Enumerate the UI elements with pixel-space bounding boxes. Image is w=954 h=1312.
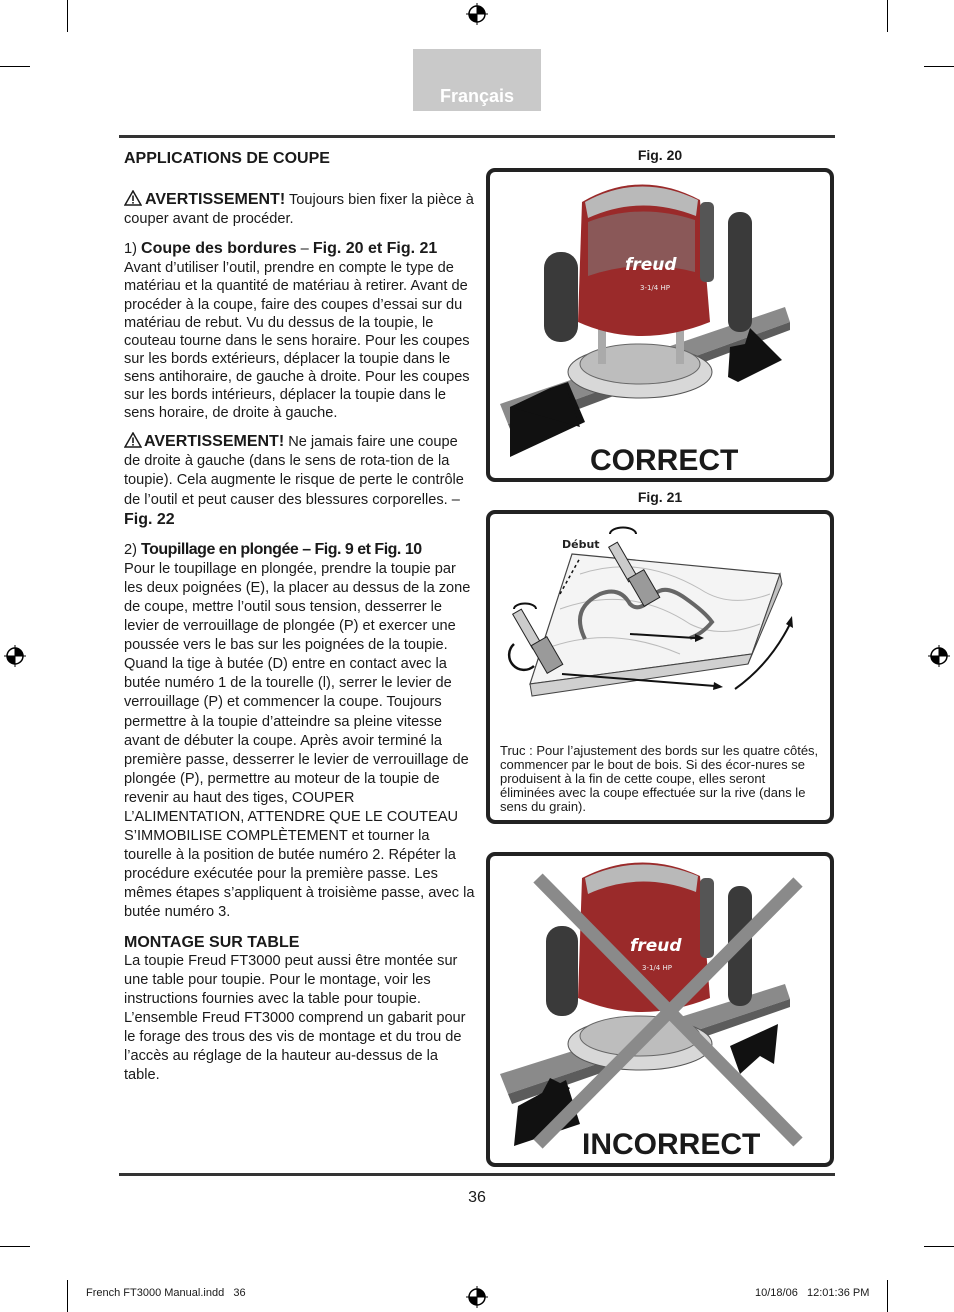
warning-text: Toujours bien fixer la pièce à couper avant de procéder. <box>124 192 474 228</box>
language-tab <box>413 49 541 111</box>
correct-banner: CORRECT <box>590 444 739 477</box>
power-plate: 3-1/4 HP <box>642 964 672 972</box>
crop-mark <box>924 1246 954 1247</box>
crop-mark <box>0 1246 30 1247</box>
figure-21-board <box>486 510 834 824</box>
warning-text: Ne jamais faire une coupe de droite à gauche (dans le sens de rota-tion de la toupie). Cela augmente le risque de perte le contrôle de l’outil et peut causer des blessures corporelles. – <box>124 434 464 508</box>
crop-mark <box>67 0 68 32</box>
figure-label-20: Fig. 20 <box>637 147 683 163</box>
text-column <box>124 149 476 1085</box>
item-dash: – <box>296 241 313 258</box>
item-number: 1) <box>124 241 142 258</box>
warning-figure-ref: Fig. 22 <box>124 510 175 528</box>
registration-mark-icon <box>4 645 26 667</box>
figure-20-correct <box>486 168 834 482</box>
item-heading-plunge <box>124 540 476 560</box>
crop-mark <box>67 1280 68 1312</box>
router-illustration <box>490 172 830 478</box>
item-body-edge-cutting: Avant d’utiliser l’outil, prendre en compte le type de matériau et la quantité de matériau à retirer. Avant de procéder à la coupe, faire des coupes d’essai sur du matériau de rebut. Vu du dessus de la toupie, le couteau tourne dans le sens horaire. Pour les coupes sur les bords extérieurs, déplacer la toupie dans le sens antihoraire, de gauche à droite. Pour les coupes sur les bords intérieurs, déplacer la toupie dans le sens horaire, de droite à gauche. <box>124 260 470 422</box>
router-illustration-incorrect <box>490 856 830 1163</box>
tip-text: Truc : Pour l’ajustement des bords sur les quatre côtés, commencer par le bout de bois. Si des écor-nures se produisent à la fin de cette coupe, elles seront éliminées avec la coupe effectuée sur la rive (dans le sens du grain). <box>500 743 819 814</box>
start-label: Début <box>562 538 600 551</box>
registration-mark-icon <box>466 3 488 25</box>
footer-timestamp: 10/18/06 12:01:36 PM <box>755 1287 870 1299</box>
warning-label: AVERTISSEMENT! <box>144 433 285 451</box>
warning-label: AVERTISSEMENT! <box>145 191 286 209</box>
figure-22-incorrect <box>486 852 834 1167</box>
power-plate: 3-1/4 HP <box>640 284 670 292</box>
warning-triangle-icon <box>124 190 142 206</box>
language-tab-label: Français <box>439 86 515 106</box>
registration-mark-icon <box>928 645 950 667</box>
footer-file-name: French FT3000 Manual.indd 36 <box>86 1287 246 1299</box>
warning-paragraph-2 <box>124 432 476 529</box>
top-rule <box>119 135 835 138</box>
item-title: Toupillage en plongée – Fig. 9 et Fig. 10 <box>141 540 422 558</box>
crop-mark <box>0 66 30 67</box>
item-number: 2) <box>124 541 142 558</box>
warning-paragraph-1 <box>124 190 476 229</box>
section-body-table: La toupie Freud FT3000 peut aussi être montée sur une table pour toupie. Pour le montage, voir les instructions fournies avec la table pour toupie. L’ensemble Freud FT3000 comprend un gabarit pour le forage des trous des vis de montage et du trou de l’accès au réglage de la hauteur au-dessus de la table. <box>124 952 466 1084</box>
incorrect-banner: INCORRECT <box>582 1128 761 1161</box>
registration-mark-icon <box>466 1286 488 1308</box>
item-heading-edge-cutting <box>124 239 476 259</box>
warning-triangle-icon <box>124 432 142 448</box>
brand-logo: freud <box>625 255 677 275</box>
bottom-rule <box>119 1173 835 1176</box>
figure-label-21: Fig. 21 <box>637 489 683 505</box>
section-title-cutting: APPLICATIONS DE COUPE <box>124 150 330 167</box>
crop-mark <box>887 1280 888 1312</box>
crop-mark <box>924 66 954 67</box>
item-body-plunge: Pour le toupillage en plongée, prendre la toupie par les deux poignées (E), la placer au dessus de la zone de coupe, mettre l’outil sous tension, desserrer le levier de verrouillage de plongée (P) et exercer une poussée vers le bas sur les poignées de la toupie. Quand la tige à butée (D) entre en contact avec la butée numéro 1 de la tourelle (l), serrer le levier de verrouillage (P) et commencer la coupe. Toujours permettre à la toupie d’atteindre sa pleine vitesse avant de débuter la coupe. Après avoir terminé la première passe, desserrer le levier de verrouillage de plongée (P), permettre au moteur de la toupie de revenir au haut des tiges, COUPER L’ALIMENTATION, ATTENDRE QUE LE COUTEAU S’IMMOBILISE COMPLÈTEMENT et tourner la tourelle à la position de butée numéro 2. Répéter la procédure exécutée pour la première passe. Les mêmes étapes s’appliquent à troisième passe, avec la butée numéro 3. <box>124 560 475 921</box>
item-figure-ref: Fig. 20 et Fig. 21 <box>312 240 438 258</box>
page-number: 36 <box>468 1189 486 1206</box>
crop-mark <box>887 0 888 32</box>
brand-logo: freud <box>630 936 682 956</box>
section-title-table: MONTAGE SUR TABLE <box>124 933 300 951</box>
item-title: Coupe des bordures <box>141 240 297 258</box>
